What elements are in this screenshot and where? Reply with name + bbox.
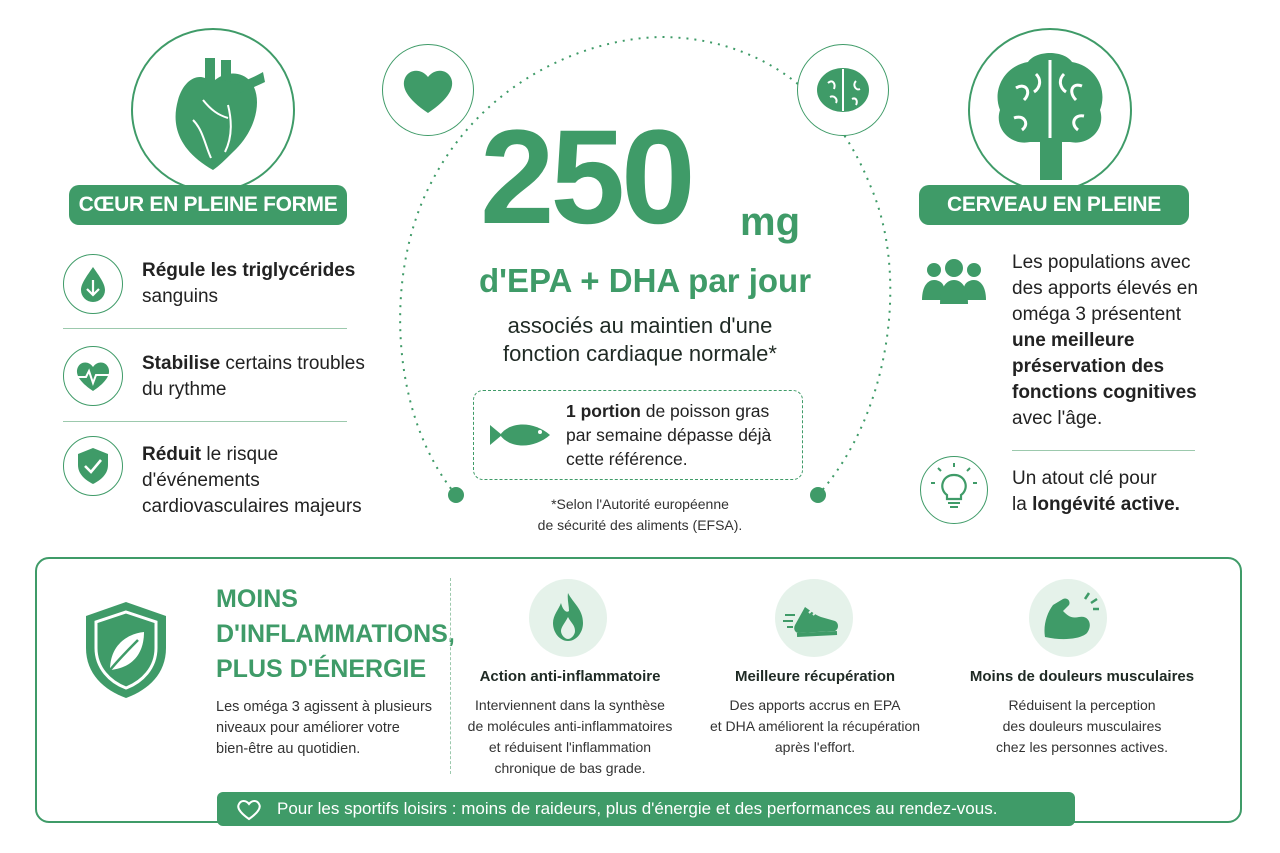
brain-illustration	[968, 28, 1132, 192]
intro-line: niveaux pour améliorer votre	[216, 720, 400, 736]
column-line: et DHA améliorent la récupération	[709, 718, 921, 734]
divider	[63, 421, 347, 422]
column-line: après l'effort.	[774, 739, 856, 755]
feature-bold: Régule les triglycérides	[142, 260, 356, 281]
heartbeat-icon	[63, 346, 123, 406]
feature-text: le risque d'événements cardiovasculaires majeurs	[142, 444, 362, 517]
divider	[1012, 450, 1195, 451]
cognition-line: des apports élevés en	[1012, 278, 1198, 299]
cognition-bold: fonctions cognitives	[1012, 382, 1197, 403]
column-line: et réduisent l'inflammation	[488, 739, 652, 755]
people-icon	[920, 258, 988, 313]
brain-icon	[970, 30, 1130, 190]
running-shoe-icon	[775, 579, 853, 657]
longevity-bold: longévité active.	[1032, 494, 1180, 515]
fish-text-2: par semaine dépasse déjà	[566, 425, 772, 445]
column-title: Moins de douleurs musculaires	[969, 668, 1195, 685]
column-title: Action anti-inflammatoire	[479, 668, 661, 685]
feature-text: sanguins	[142, 286, 219, 307]
longevity-line: Un atout clé pour	[1012, 468, 1157, 489]
column-title: Meilleure récupération	[734, 668, 896, 685]
column-line: Des apports accrus en EPA	[729, 697, 901, 713]
fish-text-1: de poisson gras	[640, 401, 770, 421]
brain-heading: CERVEAU EN PLEINE FORME	[919, 185, 1189, 225]
anatomical-heart-icon	[133, 30, 293, 190]
column-line: de molécules anti-inflammatoires	[467, 718, 673, 734]
panel-title-2: D'INFLAMMATIONS,	[216, 620, 455, 648]
feature-cardio-events	[142, 442, 382, 520]
brain-badge-icon	[797, 44, 889, 136]
dose-subtitle: d'EPA + DHA par jour	[478, 262, 812, 299]
heart-heading: CŒUR EN PLEINE FORME	[69, 185, 347, 225]
heart-badge-icon	[382, 44, 474, 136]
column-text	[452, 695, 688, 779]
cognition-line: oméga 3 présentent	[1012, 304, 1182, 325]
panel-title-3: PLUS D'ÉNERGIE	[216, 655, 427, 683]
intro-line: bien-être au quotidien.	[216, 741, 361, 757]
cognition-bold: préservation des	[1012, 356, 1165, 377]
longevity-line: la	[1012, 494, 1033, 515]
efsa-note-1: *Selon l'Autorité européenne	[551, 496, 729, 512]
fish-text-3: cette référence.	[566, 449, 688, 469]
fish-icon	[488, 419, 554, 451]
flexed-arm-icon	[1029, 579, 1107, 657]
efsa-note-2: de sécurité des aliments (EFSA).	[537, 517, 743, 533]
column-line: des douleurs musculaires	[1002, 718, 1162, 734]
banner-text: Pour les sportifs loisirs : moins de raideurs, plus d'énergie et des performances au rendez-vous.	[277, 799, 998, 818]
feature-bold: Réduit	[142, 444, 202, 465]
dose-unit: mg	[740, 200, 800, 244]
heart-outline-icon	[235, 798, 263, 822]
feature-triglycerides	[142, 258, 372, 310]
panel-intro	[216, 697, 432, 760]
feature-text: certains troubles du rythme	[142, 353, 365, 400]
vertical-divider	[450, 578, 451, 774]
cognition-text	[1012, 250, 1242, 432]
feature-bold: Stabilise	[142, 353, 221, 374]
sport-banner	[217, 792, 1075, 826]
cognition-line: avec l'âge.	[1012, 408, 1103, 429]
shield-check-icon	[63, 436, 123, 496]
heart-illustration	[131, 28, 295, 192]
lightbulb-icon	[920, 456, 988, 524]
column-text	[962, 695, 1202, 758]
fish-box	[473, 390, 803, 480]
longevity-text	[1012, 466, 1242, 518]
column-line: Interviennent dans la synthèse	[475, 697, 665, 713]
column-line: chronique de bas grade.	[494, 760, 646, 776]
divider	[63, 328, 347, 329]
column-text	[696, 695, 934, 758]
cognition-line: Les populations avec	[1012, 252, 1191, 273]
cardiac-function-line1: associés au maintien d'une	[507, 313, 773, 338]
cardiac-function-line2: fonction cardiaque normale*	[503, 341, 777, 366]
panel-title-1: MOINS	[216, 585, 298, 613]
column-line: Réduisent la perception	[1008, 697, 1156, 713]
leaf-shield-icon	[80, 598, 172, 707]
fish-bold: 1 portion	[566, 401, 641, 421]
column-line: chez les personnes actives.	[996, 739, 1168, 755]
feature-rhythm	[142, 351, 372, 403]
dose-number: 250	[480, 103, 692, 252]
cognition-bold: une meilleure	[1012, 330, 1135, 351]
fish-text	[566, 399, 796, 471]
flame-icon	[529, 579, 607, 657]
intro-line: Les oméga 3 agissent à plusieurs	[216, 699, 433, 715]
drop-down-arrow-icon	[63, 254, 123, 314]
